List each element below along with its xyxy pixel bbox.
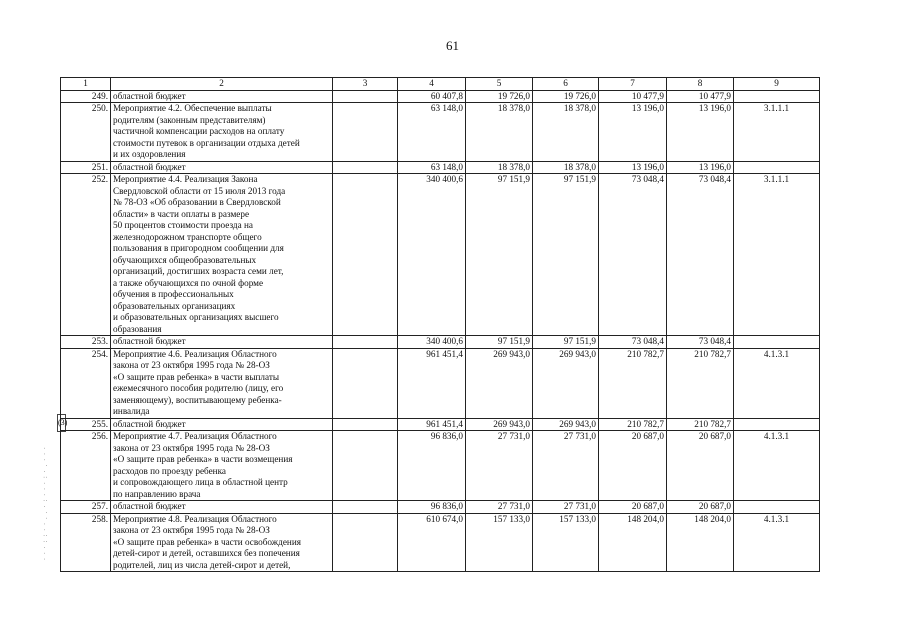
cell-col7: 10 477,9 bbox=[599, 90, 667, 103]
cell-col6: 97 151,9 bbox=[533, 336, 599, 349]
column-header: 1 bbox=[61, 78, 111, 91]
cell-col5: 269 943,0 bbox=[466, 348, 533, 418]
row-number: 250. bbox=[61, 103, 111, 162]
table-row bbox=[61, 513, 820, 572]
row-number: 251. bbox=[61, 161, 111, 174]
column-header: 8 bbox=[667, 78, 734, 91]
row-description: Мероприятие 4.4. Реализация Закона Свердловской области от 15 июля 2013 года № 78-ОЗ «Об образовании в Свердловской области» в части оплаты в размере 50 процентов стоимости проезда на железнодорожном транспорте общего пользования в пригородном сообщении для обучающихся общеобразовательных организаций, достигших возраста семи лет, а также обучающихся по очной форме обучения в профессиональных образовательных организациях и образовательных организациях высшего образования bbox=[111, 174, 333, 336]
cell-col7: 148 204,0 bbox=[599, 513, 667, 572]
table-row bbox=[61, 103, 820, 162]
table-row bbox=[61, 174, 820, 336]
cell-target-code bbox=[734, 418, 820, 431]
cell-col3 bbox=[333, 431, 398, 501]
cell-col6: 19 726,0 bbox=[533, 90, 599, 103]
column-header: 2 bbox=[111, 78, 333, 91]
column-header: 6 bbox=[533, 78, 599, 91]
row-number: 249. bbox=[61, 90, 111, 103]
cell-col5: 157 133,0 bbox=[466, 513, 533, 572]
cell-total: 340 400,6 bbox=[398, 174, 466, 336]
row-description: областной бюджет bbox=[111, 501, 333, 514]
cell-col5: 18 378,0 bbox=[466, 161, 533, 174]
row-description: областной бюджет bbox=[111, 418, 333, 431]
cell-target-code: 3.1.1.1 bbox=[734, 174, 820, 336]
header-row bbox=[61, 78, 820, 91]
table-row bbox=[61, 90, 820, 103]
cell-target-code: 4.1.3.1 bbox=[734, 513, 820, 572]
margin-stamp-box: (3) bbox=[57, 414, 66, 432]
cell-col5: 269 943,0 bbox=[466, 418, 533, 431]
cell-col7: 20 687,0 bbox=[599, 431, 667, 501]
table-row bbox=[61, 418, 820, 431]
cell-col7: 20 687,0 bbox=[599, 501, 667, 514]
cell-col5: 19 726,0 bbox=[466, 90, 533, 103]
cell-total: 96 836,0 bbox=[398, 431, 466, 501]
row-description: областной бюджет bbox=[111, 161, 333, 174]
cell-col5: 18 378,0 bbox=[466, 103, 533, 162]
cell-total: 340 400,6 bbox=[398, 336, 466, 349]
row-number: 255. bbox=[61, 418, 111, 431]
row-description: Мероприятие 4.8. Реализация Областного закона от 23 октября 1995 года № 28-ОЗ «О защите прав ребенка» в части освобождения детей-сирот и детей, оставшихся без попечения родителей, лиц из числа детей-сирот и детей, bbox=[111, 513, 333, 572]
cell-target-code bbox=[734, 501, 820, 514]
cell-target-code bbox=[734, 336, 820, 349]
cell-col8: 20 687,0 bbox=[667, 501, 734, 514]
row-description: областной бюджет bbox=[111, 336, 333, 349]
cell-col6: 269 943,0 bbox=[533, 348, 599, 418]
cell-col7: 73 048,4 bbox=[599, 336, 667, 349]
row-number: 257. bbox=[61, 501, 111, 514]
page-number: 61 bbox=[446, 38, 459, 53]
cell-col7: 13 196,0 bbox=[599, 103, 667, 162]
cell-col7: 73 048,4 bbox=[599, 174, 667, 336]
cell-col7: 13 196,0 bbox=[599, 161, 667, 174]
cell-total: 961 451,4 bbox=[398, 418, 466, 431]
cell-col8: 148 204,0 bbox=[667, 513, 734, 572]
cell-col8: 20 687,0 bbox=[667, 431, 734, 501]
row-number: 252. bbox=[61, 174, 111, 336]
cell-target-code: 4.1.3.1 bbox=[734, 431, 820, 501]
cell-col6: 269 943,0 bbox=[533, 418, 599, 431]
cell-col6: 157 133,0 bbox=[533, 513, 599, 572]
cell-col3 bbox=[333, 161, 398, 174]
cell-target-code bbox=[734, 161, 820, 174]
cell-col3 bbox=[333, 90, 398, 103]
cell-col8: 73 048,4 bbox=[667, 336, 734, 349]
row-description: Мероприятие 4.2. Обеспечение выплаты родителям (законным представителям) частичной компенсации расходов на оплату стоимости путевок в организации отдыха детей и их оздоровления bbox=[111, 103, 333, 162]
column-header: 7 bbox=[599, 78, 667, 91]
row-description: Мероприятие 4.6. Реализация Областного закона от 23 октября 1995 года № 28-ОЗ «О защите прав ребенка» в части выплаты ежемесячного пособия родителю (лицу, его заменяющему), воспитывающему ребенка- инвалида bbox=[111, 348, 333, 418]
cell-col3 bbox=[333, 501, 398, 514]
cell-col6: 27 731,0 bbox=[533, 501, 599, 514]
cell-col8: 13 196,0 bbox=[667, 103, 734, 162]
table-row bbox=[61, 336, 820, 349]
cell-col3 bbox=[333, 174, 398, 336]
cell-col6: 18 378,0 bbox=[533, 161, 599, 174]
table-row bbox=[61, 431, 820, 501]
cell-col8: 13 196,0 bbox=[667, 161, 734, 174]
column-header: 3 bbox=[333, 78, 398, 91]
cell-target-code bbox=[734, 90, 820, 103]
column-header: 4 bbox=[398, 78, 466, 91]
budget-table bbox=[60, 77, 820, 572]
row-number: 256. bbox=[61, 431, 111, 501]
column-header: 5 bbox=[466, 78, 533, 91]
cell-col8: 210 782,7 bbox=[667, 418, 734, 431]
cell-col7: 210 782,7 bbox=[599, 348, 667, 418]
row-number: 253. bbox=[61, 336, 111, 349]
cell-total: 96 836,0 bbox=[398, 501, 466, 514]
cell-col6: 27 731,0 bbox=[533, 431, 599, 501]
cell-col3 bbox=[333, 418, 398, 431]
cell-col5: 97 151,9 bbox=[466, 174, 533, 336]
row-description: Мероприятие 4.7. Реализация Областного закона от 23 октября 1995 года № 28-ОЗ «О защите прав ребенка» в части возмещения расходов по проезду ребенка и сопровождающего лица в областной центр по направлению врача bbox=[111, 431, 333, 501]
cell-col8: 10 477,9 bbox=[667, 90, 734, 103]
cell-col7: 210 782,7 bbox=[599, 418, 667, 431]
table-row bbox=[61, 161, 820, 174]
cell-total: 961 451,4 bbox=[398, 348, 466, 418]
row-number: 258. bbox=[61, 513, 111, 572]
column-header: 9 bbox=[734, 78, 820, 91]
cell-target-code: 4.1.3.1 bbox=[734, 348, 820, 418]
row-number: 254. bbox=[61, 348, 111, 418]
cell-col3 bbox=[333, 348, 398, 418]
cell-col8: 210 782,7 bbox=[667, 348, 734, 418]
row-description: областной бюджет bbox=[111, 90, 333, 103]
cell-total: 610 674,0 bbox=[398, 513, 466, 572]
margin-registration-stamp: · · · : : · · . . · : · · · : · . · · · bbox=[42, 446, 49, 560]
cell-col5: 97 151,9 bbox=[466, 336, 533, 349]
table-row bbox=[61, 501, 820, 514]
cell-col6: 18 378,0 bbox=[533, 103, 599, 162]
cell-col6: 97 151,9 bbox=[533, 174, 599, 336]
cell-total: 63 148,0 bbox=[398, 161, 466, 174]
cell-col5: 27 731,0 bbox=[466, 431, 533, 501]
cell-col3 bbox=[333, 103, 398, 162]
table-row bbox=[61, 348, 820, 418]
cell-total: 60 407,8 bbox=[398, 90, 466, 103]
cell-col3 bbox=[333, 513, 398, 572]
cell-target-code: 3.1.1.1 bbox=[734, 103, 820, 162]
cell-col3 bbox=[333, 336, 398, 349]
cell-col5: 27 731,0 bbox=[466, 501, 533, 514]
cell-total: 63 148,0 bbox=[398, 103, 466, 162]
cell-col8: 73 048,4 bbox=[667, 174, 734, 336]
